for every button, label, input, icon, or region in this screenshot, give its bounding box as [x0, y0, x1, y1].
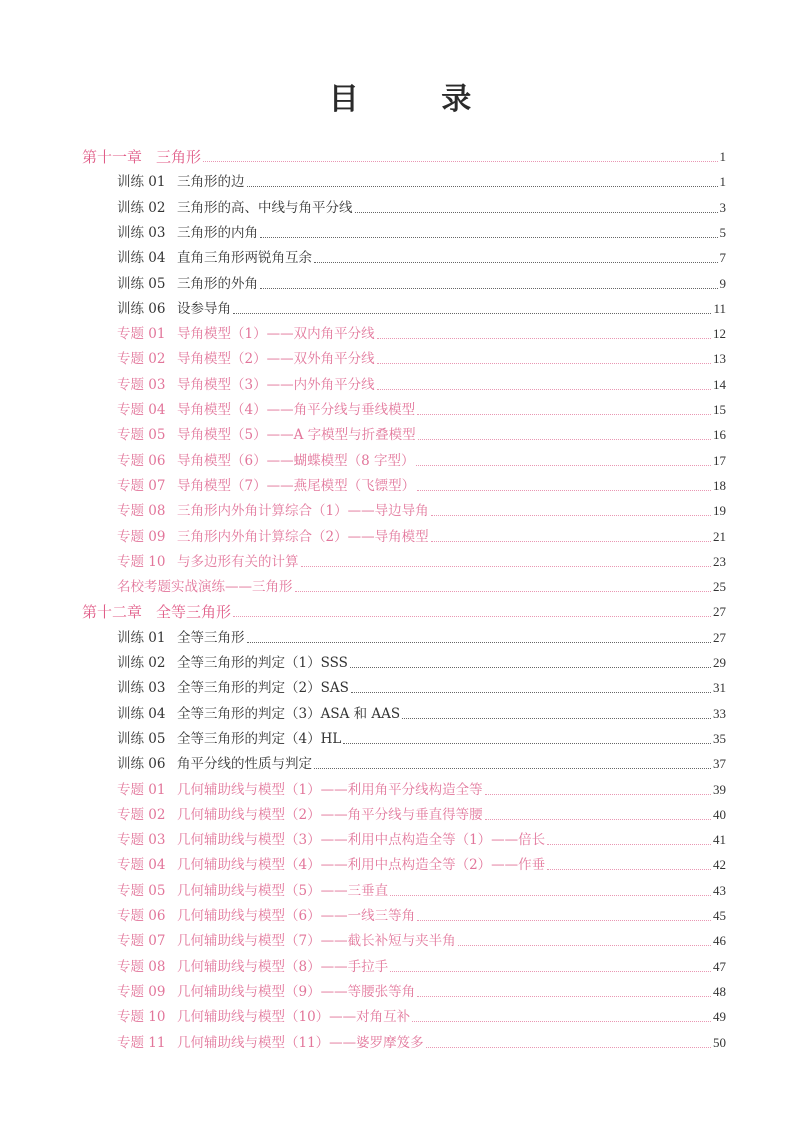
entry-title: 导角模型（1）——双内角平分线 [177, 326, 375, 343]
entry-code: 专题 04 [117, 857, 166, 874]
entry-code: 专题 08 [117, 503, 166, 520]
dot-leader [417, 414, 711, 415]
page-number: 9 [719, 275, 726, 291]
dot-leader [458, 945, 711, 946]
toc-topic-entry[interactable] [117, 396, 726, 418]
entry-title: 几何辅助线与模型（6）——一线三等角 [177, 908, 416, 924]
dot-leader [260, 288, 718, 289]
entry-title: 全等三角形的判定（1）SSS [177, 655, 348, 671]
toc-chapter-entry[interactable] [82, 143, 726, 165]
entry-title: 几何辅助线与模型（5）——三垂直 [177, 882, 389, 899]
page-number: 3 [719, 199, 726, 215]
page-number: 14 [713, 376, 726, 392]
dot-leader [485, 794, 711, 795]
page-number: 29 [713, 655, 726, 670]
page-number: 49 [713, 1009, 726, 1025]
toc-topic-entry[interactable] [117, 497, 726, 519]
chapter-title: 三角形 [156, 148, 202, 166]
entry-code: 专题 10 [117, 1009, 166, 1026]
entry-code: 专题 02 [117, 806, 166, 823]
dot-leader [390, 971, 711, 972]
entry-title: 导角模型（3）——内外角平分线 [177, 376, 375, 393]
entry-title: 三角形的外角 [177, 275, 258, 292]
page-number: 15 [713, 402, 726, 417]
dot-leader [351, 692, 711, 693]
page-number: 33 [713, 705, 726, 721]
page-number: 23 [713, 553, 726, 569]
entry-code: 专题 01 [117, 326, 166, 343]
dot-leader [295, 591, 712, 592]
entry-title: 三角形的高、中线与角平分线 [177, 199, 353, 216]
toc-training-entry[interactable] [117, 700, 726, 722]
entry-code: 专题 07 [117, 933, 166, 950]
page-number: 16 [713, 427, 726, 443]
dot-leader [301, 566, 712, 567]
page-number: 41 [713, 832, 726, 848]
toc-chapter-entry[interactable] [82, 598, 726, 620]
dot-leader [233, 313, 711, 314]
dot-leader [412, 1021, 711, 1022]
dot-leader [402, 718, 711, 719]
page-number: 47 [713, 958, 726, 974]
entry-code: 专题 09 [117, 528, 166, 545]
entry-title: 设参导角 [177, 300, 231, 317]
toc-training-entry[interactable] [117, 674, 726, 696]
entry-code: 专题 02 [117, 351, 166, 368]
toc-topic-entry[interactable] [117, 573, 726, 595]
toc-topic-entry[interactable] [117, 371, 726, 393]
toc-topic-entry[interactable] [117, 421, 726, 443]
toc-training-entry[interactable] [117, 270, 726, 292]
entry-code: 训练 06 [117, 300, 166, 317]
entry-title: 导角模型（4）——角平分线与垂线模型 [177, 402, 416, 418]
entry-code: 专题 06 [117, 908, 166, 924]
page-number: 37 [713, 756, 726, 772]
page-number: 50 [713, 1034, 726, 1050]
toc-topic-entry[interactable] [117, 826, 726, 848]
dot-leader [377, 389, 711, 390]
page-number: 1 [719, 174, 726, 190]
dot-leader [247, 186, 718, 187]
entry-code: 训练 06 [117, 756, 166, 773]
entry-title: 几何辅助线与模型（11）——婆罗摩笈多 [177, 1034, 424, 1051]
dot-leader [203, 161, 717, 162]
dot-leader [377, 338, 711, 339]
dot-leader [314, 262, 718, 263]
toc-training-entry[interactable] [117, 219, 726, 241]
page-number: 27 [713, 604, 726, 620]
toc-topic-entry[interactable] [117, 523, 726, 545]
entry-title: 名校考题实战演练——三角形 [117, 579, 293, 596]
page-number: 27 [713, 629, 726, 645]
dot-leader [260, 237, 718, 238]
dot-leader [377, 363, 711, 364]
entry-code: 专题 04 [117, 402, 166, 418]
entry-code: 专题 07 [117, 477, 166, 494]
dot-leader [417, 996, 711, 997]
entry-code: 专题 05 [117, 882, 166, 899]
entry-code: 训练 02 [117, 655, 166, 671]
page-number: 13 [713, 351, 726, 367]
toc-topic-entry[interactable] [117, 1003, 726, 1025]
toc-topic-entry[interactable] [117, 902, 726, 924]
entry-code: 专题 06 [117, 452, 166, 469]
dot-leader [343, 743, 711, 744]
entry-title: 导角模型（7）——燕尾模型（飞镖型） [177, 477, 416, 494]
entry-code: 训练 05 [117, 275, 166, 292]
dot-leader [431, 541, 711, 542]
entry-title: 几何辅助线与模型（8）——手拉手 [177, 958, 389, 975]
entry-code: 训练 01 [117, 174, 166, 191]
page-number: 12 [713, 326, 726, 342]
entry-code: 训练 03 [117, 680, 166, 697]
entry-code: 专题 08 [117, 958, 166, 975]
entry-code: 专题 05 [117, 427, 166, 444]
entry-title: 三角形的边 [177, 174, 245, 191]
toc-training-entry[interactable] [117, 750, 726, 772]
entry-title: 几何辅助线与模型（10）——对角互补 [177, 1009, 411, 1026]
toc-topic-entry[interactable] [117, 953, 726, 975]
dot-leader [233, 616, 711, 617]
page-number: 19 [713, 503, 726, 519]
dot-leader [417, 920, 711, 921]
page-number: 25 [713, 579, 726, 595]
entry-title: 几何辅助线与模型（3）——利用中点构造全等（1）——倍长 [177, 832, 546, 849]
entry-code: 专题 09 [117, 983, 166, 1000]
toc-topic-entry[interactable] [117, 877, 726, 899]
dot-leader [431, 515, 711, 516]
entry-code: 专题 03 [117, 832, 166, 849]
entry-title: 三角形内外角计算综合（2）——导角模型 [177, 528, 429, 545]
entry-code: 训练 02 [117, 199, 166, 216]
dot-leader [355, 212, 718, 213]
entry-title: 全等三角形的判定（2）SAS [177, 680, 349, 697]
toc-training-entry[interactable] [117, 244, 726, 266]
entry-code: 训练 05 [117, 730, 166, 747]
dot-leader [314, 768, 711, 769]
page-number: 11 [713, 300, 726, 316]
dot-leader [485, 819, 711, 820]
dot-leader [547, 844, 711, 845]
entry-title: 几何辅助线与模型（2）——角平分线与垂直得等腰 [177, 806, 483, 823]
page-number: 35 [713, 730, 726, 746]
entry-title: 几何辅助线与模型（7）——截长补短与夹半角 [177, 933, 456, 950]
entry-title: 导角模型（2）——双外角平分线 [177, 351, 375, 368]
toc-training-entry[interactable] [117, 624, 726, 646]
entry-title: 三角形的内角 [177, 224, 258, 241]
entry-code: 专题 11 [117, 1034, 166, 1051]
page-number: 17 [713, 452, 726, 468]
entry-title: 全等三角形的判定（4）HL [177, 730, 342, 747]
toc-topic-entry[interactable] [117, 776, 726, 798]
entry-title: 全等三角形的判定（3）ASA 和 AAS [177, 705, 401, 722]
entry-title: 三角形内外角计算综合（1）——导边导角 [177, 503, 429, 520]
dot-leader [390, 895, 711, 896]
entry-code: 训练 04 [117, 705, 166, 722]
page-number: 31 [713, 680, 726, 696]
entry-title: 与多边形有关的计算 [177, 553, 299, 570]
toc-training-entry[interactable] [117, 194, 726, 216]
entry-title: 直角三角形两锐角互余 [177, 250, 312, 267]
toc-topic-entry[interactable] [117, 345, 726, 367]
toc-topic-entry[interactable] [117, 548, 726, 570]
entry-title: 导角模型（5）——A 字模型与折叠模型 [177, 427, 416, 444]
dot-leader [416, 465, 711, 466]
dot-leader [418, 439, 711, 440]
page-number: 42 [713, 857, 726, 873]
page-number: 39 [713, 781, 726, 797]
page-title: 目 录 [328, 82, 508, 117]
entry-title: 导角模型（6）——蝴蝶模型（8 字型） [177, 452, 415, 469]
page-number: 40 [713, 806, 726, 822]
entry-title: 几何辅助线与模型（4）——利用中点构造全等（2）——作垂 [177, 857, 546, 874]
entry-code: 专题 01 [117, 781, 166, 798]
toc-topic-entry[interactable] [117, 801, 726, 823]
entry-code: 专题 03 [117, 376, 166, 393]
page-number: 46 [713, 933, 726, 949]
toc-training-entry[interactable] [117, 295, 726, 317]
entry-title: 角平分线的性质与判定 [177, 756, 312, 773]
toc-topic-entry[interactable] [117, 978, 726, 1000]
page-number: 7 [719, 250, 726, 266]
toc-topic-entry[interactable] [117, 1029, 726, 1051]
dot-leader [547, 869, 711, 870]
entry-code: 训练 01 [117, 629, 166, 646]
toc-topic-entry[interactable] [117, 447, 726, 469]
dot-leader [350, 667, 711, 668]
page-number: 1 [719, 149, 726, 164]
page-number: 45 [713, 908, 726, 923]
page-number: 48 [713, 983, 726, 999]
dot-leader [247, 642, 712, 643]
chapter-number: 第十一章 [82, 148, 143, 166]
dot-leader [426, 1047, 711, 1048]
page-number: 5 [719, 224, 726, 240]
entry-title: 全等三角形 [177, 629, 245, 646]
toc-topic-entry[interactable] [117, 927, 726, 949]
toc-training-entry[interactable] [117, 725, 726, 747]
chapter-number: 第十二章 [82, 603, 143, 622]
entry-code: 专题 10 [117, 553, 166, 570]
entry-code: 训练 04 [117, 250, 166, 267]
entry-title: 几何辅助线与模型（9）——等腰张等角 [177, 983, 416, 1000]
entry-title: 几何辅助线与模型（1）——利用角平分线构造全等 [177, 781, 483, 798]
dot-leader [417, 490, 711, 491]
page-number: 18 [713, 477, 726, 493]
toc-topic-entry[interactable] [117, 320, 726, 342]
page-number: 43 [713, 882, 726, 898]
entry-code: 训练 03 [117, 224, 166, 241]
toc-training-entry[interactable] [117, 168, 726, 190]
toc-topic-entry[interactable] [117, 472, 726, 494]
toc-topic-entry[interactable] [117, 851, 726, 873]
toc-training-entry[interactable] [117, 649, 726, 671]
chapter-title: 全等三角形 [156, 603, 232, 622]
page-number: 21 [713, 528, 726, 544]
